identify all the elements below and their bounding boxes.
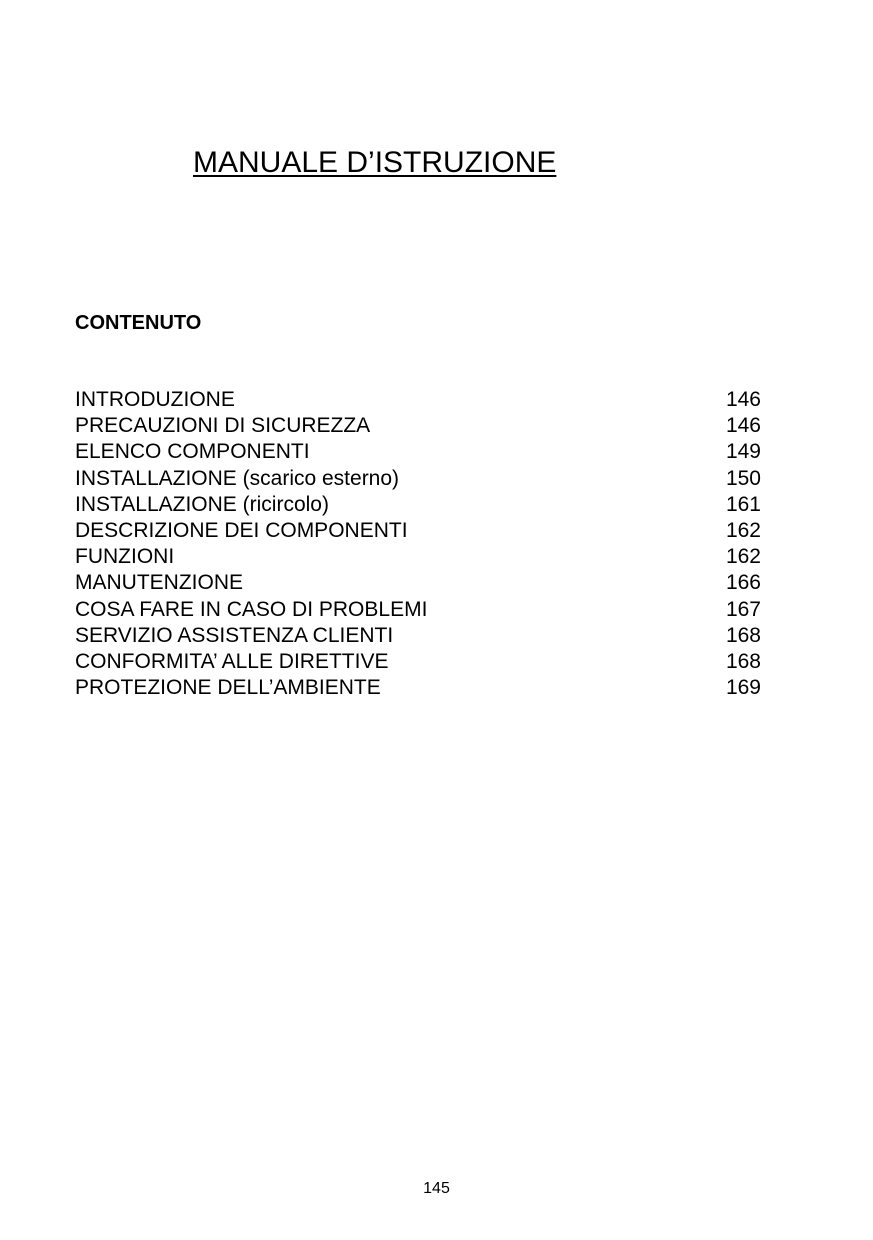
toc-entry-page: 149 bbox=[725, 440, 761, 464]
toc-entry bbox=[75, 675, 761, 701]
toc-entry-page: 166 bbox=[725, 571, 761, 595]
toc-entry bbox=[75, 597, 761, 623]
toc-entry-page: 161 bbox=[725, 492, 761, 516]
toc-entry bbox=[75, 439, 761, 465]
toc-entry bbox=[75, 518, 761, 544]
toc-entry-label: PROTEZIONE DELL’AMBIENTE bbox=[75, 676, 381, 700]
toc-entry-label: INTRODUZIONE bbox=[75, 388, 235, 411]
toc-entry-page: 167 bbox=[725, 597, 761, 621]
toc-entry-label: INSTALLAZIONE (ricircolo) bbox=[75, 492, 329, 516]
toc-entry bbox=[75, 466, 761, 492]
toc-entry-label: INSTALLAZIONE (scarico esterno) bbox=[75, 466, 400, 490]
toc-entry bbox=[75, 649, 761, 675]
toc-heading: CONTENUTO bbox=[75, 312, 202, 334]
toc-entry bbox=[75, 623, 761, 649]
toc-entry-page: 168 bbox=[725, 649, 761, 673]
toc-entry-page: 146 bbox=[725, 388, 761, 411]
toc-entry-label: FUNZIONI bbox=[75, 545, 175, 569]
toc-entry-page: 168 bbox=[725, 623, 761, 647]
toc-entry-label: SERVIZIO ASSISTENZA CLIENTI bbox=[75, 623, 394, 647]
toc-entry bbox=[75, 492, 761, 518]
toc-entry-page: 162 bbox=[725, 545, 761, 569]
toc-entry-label: DESCRIZIONE DEI COMPONENTI bbox=[75, 518, 408, 542]
page-number: 145 bbox=[423, 1180, 450, 1197]
toc-entry-page: 162 bbox=[725, 518, 761, 542]
toc-entry-page: 150 bbox=[725, 466, 761, 490]
toc-entry-label: ELENCO COMPONENTI bbox=[75, 440, 310, 464]
toc-entry bbox=[75, 544, 761, 570]
table-of-contents bbox=[75, 387, 761, 701]
toc-entry-page: 146 bbox=[725, 414, 761, 438]
toc-entry-label: MANUTENZIONE bbox=[75, 571, 243, 595]
toc-entry bbox=[75, 413, 761, 439]
toc-entry-label: PRECAUZIONI DI SICUREZZA bbox=[75, 414, 371, 438]
toc-entry-label: CONFORMITA’ ALLE DIRETTIVE bbox=[75, 649, 389, 673]
toc-entry-page: 169 bbox=[725, 676, 761, 700]
page-title: MANUALE D’ISTRUZIONE bbox=[193, 146, 557, 179]
toc-entry-label: COSA FARE IN CASO DI PROBLEMI bbox=[75, 597, 428, 621]
toc-entry bbox=[75, 387, 761, 413]
toc-entry bbox=[75, 570, 761, 596]
